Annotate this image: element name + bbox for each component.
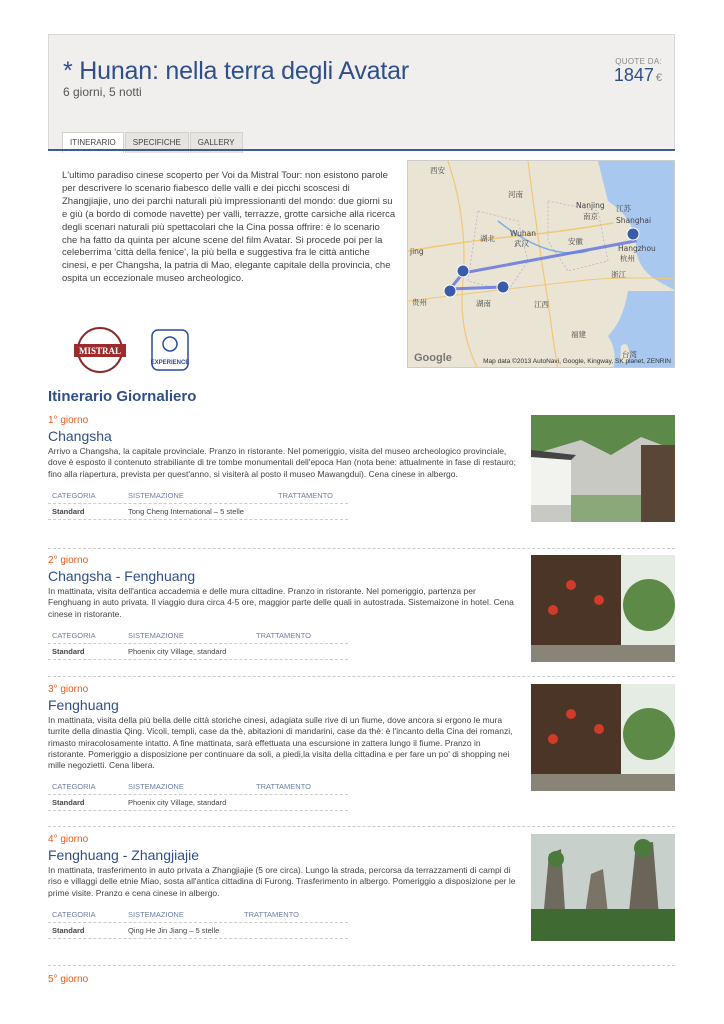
google-logo: Google xyxy=(414,352,452,364)
accommodation-table xyxy=(48,488,348,520)
table-row: Standard Tong Cheng International – 5 stelle xyxy=(48,504,348,520)
table-row: Standard Phoenix city Village, standard xyxy=(48,795,348,811)
tabs-divider xyxy=(48,149,675,151)
table-header: CATEGORIA SISTEMAZIONE TRATTAMENTO xyxy=(48,907,348,923)
day-item xyxy=(48,834,675,939)
day-title: Changsha - Fenghuang xyxy=(48,568,196,584)
map-label: 福建 xyxy=(571,330,586,339)
map-label: Wuhan xyxy=(510,229,537,238)
tour-header xyxy=(48,34,675,151)
duration-subtitle: 6 giorni, 5 notti xyxy=(63,85,142,99)
day-item xyxy=(48,684,675,811)
map-label: 杭州 xyxy=(620,254,635,263)
day-title: Fenghuang - Zhangjiajie xyxy=(48,847,199,863)
day-description: In mattinata, visita dell'antica accademia e delle mura cittadine. Pranzo in ristorante. Nel pomeriggio, partenza per Fenghuang in auto privata. Il viaggio dura circa 4-5 ore, maggior parte delle quali in autostrada. Sistemaizone in hotel. Cena cinese in ristorante. xyxy=(48,586,514,619)
map-label: 江西 xyxy=(534,300,549,309)
table-header: CATEGORIA SISTEMAZIONE TRATTAMENTO xyxy=(48,779,348,795)
day-divider xyxy=(48,826,675,827)
accommodation-table xyxy=(48,779,348,811)
day-photo xyxy=(531,684,675,791)
table-header: CATEGORIA SISTEMAZIONE TRATTAMENTO xyxy=(48,488,348,504)
map-label: 西安 xyxy=(430,166,445,175)
svg-text:EXPERIENCE: EXPERIENCE xyxy=(150,360,190,366)
day-item xyxy=(48,415,675,520)
intro-text: L'ultimo paradiso cinese scoperto per Voi da Mistral Tour: non esistono parole per descrivere lo scenario fiabesco delle valli e dei picchi scoscesi di Zhangjiajie, uno dei parchi naturali più impressionanti del mondo: due giorni su e giù (a bordo di comode navette) per valli, terrazze, grotte carsiche alla ricerca degli scenari naturali più spettacolari che la Cina possa offrire: è lo scenario che ha fatto da quinta per alcune scene del film Avatar. Si procede poi per la celeberrima 'città della fenice', la più bella e suggestiva fra le città antiche cinesi, e per Changsha, la patria di Mao, elegante capitale della provincia, che ospita un eccezionale museo archeologico. xyxy=(62,170,396,285)
accommodation-table xyxy=(48,907,348,939)
svg-text:MISTRAL: MISTRAL xyxy=(78,346,122,356)
price-value: 1847 xyxy=(613,65,654,85)
map-label: 江苏 xyxy=(616,204,631,213)
map-label: Shanghai xyxy=(616,216,652,225)
day-number: 1° giorno xyxy=(48,415,89,426)
day-item xyxy=(48,974,675,985)
tab-specifiche[interactable]: SPECIFICHE xyxy=(125,132,189,153)
map-label: 湖北 xyxy=(480,234,495,243)
day-divider xyxy=(48,965,675,966)
day-number: 5° giorno xyxy=(48,974,89,985)
map-label: 湖南 xyxy=(476,299,491,308)
experience-logo xyxy=(148,326,192,374)
day-item xyxy=(48,555,675,660)
day-number: 2° giorno xyxy=(48,555,89,566)
page-title: * Hunan: nella terra degli Avatar xyxy=(63,57,409,85)
day-title: Changsha xyxy=(48,428,112,444)
map-label: 浙江 xyxy=(611,270,626,279)
table-row: Standard Qing He Jin Jiang – 5 stelle xyxy=(48,923,348,939)
day-number: 3° giorno xyxy=(48,684,89,695)
quote-label: QUOTE DA: xyxy=(615,57,662,66)
table-header: CATEGORIA SISTEMAZIONE TRATTAMENTO xyxy=(48,628,348,644)
mistral-logo xyxy=(72,326,128,374)
day-photo xyxy=(531,415,675,522)
map-label: Nanjing xyxy=(576,201,605,210)
tab-gallery[interactable]: GALLERY xyxy=(190,132,243,153)
day-description: In mattinata, visita della più bella delle città storiche cinesi, adagiata sulle rive di un fiume, dove ancora si ergono le mura turrite della dinastia Qing. Vicoli, templi, case da thè, abitazioni di mandarini, case da thè: è l'incanto della Cina dei romanzi, rimasto miracolosamente intatto. A fine mattinata, sarà effettuata una escursione in zattera lungo il fiume. Pranzo in ristorante. Pomeriggio a disposizione per continuare da soli, a piedi,la visita della cittadina e per fare un po' di shopping nei mille negozietti. Cena libera. xyxy=(48,715,513,771)
map-label: 河南 xyxy=(508,190,523,199)
map-label: 台湾 xyxy=(622,350,637,359)
tab-itinerario[interactable]: ITINERARIO xyxy=(62,132,124,153)
section-title: Itinerario Giornaliero xyxy=(48,388,197,405)
day-photo xyxy=(531,555,675,662)
day-description: In mattinata, trasferimento in auto privata a Zhangjiajie (5 ore circa). Lungo la strada, percorsa da terrazzamenti di campi di riso e villaggi delle etnie Miao, sosta all'antica cittadina di Furong. Trasferimento in albergo. Pomeriggio a disposizione per le prime visite. Pranzo e cena cinese in albergo. xyxy=(48,865,516,898)
map-attribution: Map data ©2013 AutoNavi, Google, Kingway, SK planet, ZENRIN xyxy=(483,358,671,365)
map-label: Hangzhou xyxy=(618,244,656,253)
map-graphic xyxy=(408,161,675,368)
table-row: Standard Phoenix city Village, standard xyxy=(48,644,348,660)
day-number: 4° giorno xyxy=(48,834,89,845)
map-label: jing xyxy=(410,247,424,256)
price-currency: € xyxy=(655,72,662,84)
day-description: Arrivo a Changsha, la capitale provinciale. Pranzo in ristorante. Nel pomeriggio, visita del museo archeologico provinciale, dove è esposto il contenuto strabiliante di tre tombe monumentali dell'epoca Han (nota bene: attualmente in fase di restauro; fino alla riapertura, prevista per quest'anno, si visiterà al posto il museo Mawangdui). Cena cinese in albergo. xyxy=(48,446,516,479)
map-label: 安徽 xyxy=(568,237,583,246)
day-photo xyxy=(531,834,675,941)
price xyxy=(614,65,662,86)
day-divider xyxy=(48,676,675,677)
map-label: 南京 xyxy=(583,212,598,221)
map-label: 贵州 xyxy=(412,298,427,307)
partner-logos xyxy=(72,326,192,374)
map-label: 武汉 xyxy=(514,239,529,248)
day-divider xyxy=(48,548,675,549)
day-title: Fenghuang xyxy=(48,697,119,713)
route-map[interactable] xyxy=(407,160,675,368)
accommodation-table xyxy=(48,628,348,660)
